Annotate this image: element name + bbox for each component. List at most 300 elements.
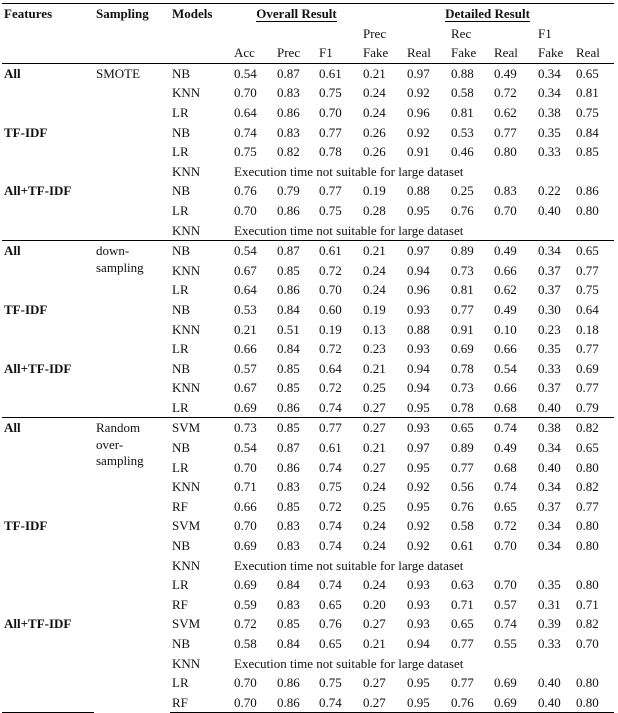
header-models: Models (170, 4, 232, 24)
value-cell: 0.87 (275, 241, 317, 261)
value-cell: 0.63 (451, 577, 474, 593)
value-cell: 0.73 (451, 262, 474, 278)
value-cell: 0.25 (363, 498, 386, 514)
value-cell: 0.84 (277, 301, 300, 317)
header-f1-real: Real (574, 43, 614, 63)
value-cell: 0.27 (363, 675, 386, 691)
table-row (2, 556, 614, 576)
value-cell: 0.72 (494, 85, 517, 101)
value-cell: 0.24 (363, 282, 386, 298)
value-cell: 0.25 (451, 183, 474, 199)
feature-cell (2, 497, 94, 517)
header-prec-group: Prec (363, 25, 387, 41)
value-cell: 0.49 (492, 241, 536, 261)
value-cell: 0.74 (319, 577, 342, 593)
value-cell: 0.88 (407, 321, 430, 337)
value-cell: 0.27 (361, 418, 405, 438)
table-row (2, 300, 614, 320)
table-row (2, 103, 614, 123)
value-cell: 0.51 (277, 321, 300, 337)
header-acc: Acc (232, 43, 275, 63)
value-cell: 0.93 (407, 616, 430, 632)
model-cell: LR (172, 577, 189, 593)
value-cell: 0.92 (407, 85, 430, 101)
value-cell: 0.82 (574, 418, 614, 438)
value-cell: 0.76 (234, 183, 257, 199)
table-row (2, 83, 614, 103)
feature-cell (2, 103, 94, 123)
value-cell: 0.86 (277, 282, 300, 298)
value-cell: 0.92 (407, 479, 430, 495)
model-cell: LR (172, 341, 189, 357)
value-cell: 0.72 (319, 380, 342, 396)
value-cell: 0.85 (277, 262, 300, 278)
value-cell: 0.80 (576, 577, 599, 593)
value-cell: 0.74 (319, 538, 342, 554)
value-cell: 0.70 (319, 282, 342, 298)
value-cell: 0.61 (451, 538, 474, 554)
value-cell: 0.54 (232, 241, 275, 261)
execution-note: Execution time not suitable for large dataset (234, 222, 464, 238)
value-cell: 0.28 (363, 202, 386, 218)
value-cell: 0.86 (277, 399, 300, 415)
value-cell: 0.33 (538, 144, 561, 160)
model-cell: KNN (172, 380, 201, 396)
model-cell: RF (170, 693, 232, 713)
sampling-cell: down-sampling (94, 241, 170, 418)
value-cell: 0.72 (494, 518, 517, 534)
feature-cell: TF-IDF (4, 518, 48, 534)
execution-note: Execution time not suitable for large dataset (234, 655, 464, 671)
value-cell: 0.76 (319, 616, 342, 632)
model-cell: NB (172, 360, 191, 376)
model-cell: LR (172, 282, 189, 298)
value-cell: 0.57 (234, 360, 257, 376)
value-cell: 0.96 (407, 104, 430, 120)
value-cell: 0.69 (234, 399, 257, 415)
value-cell: 0.54 (494, 360, 517, 376)
value-cell: 0.68 (494, 399, 517, 415)
value-cell: 0.34 (536, 241, 574, 261)
value-cell: 0.79 (576, 399, 599, 415)
value-cell: 0.70 (232, 693, 275, 713)
value-cell: 0.76 (451, 202, 474, 218)
value-cell: 0.27 (363, 616, 386, 632)
value-cell: 0.65 (576, 440, 599, 456)
header-prec-fake: Fake (361, 43, 405, 63)
value-cell: 0.95 (405, 693, 449, 713)
value-cell: 0.22 (538, 183, 561, 199)
value-cell: 0.85 (277, 616, 300, 632)
results-table (2, 3, 614, 713)
value-cell: 0.80 (576, 202, 599, 218)
value-cell: 0.74 (319, 518, 342, 534)
value-cell: 0.69 (234, 538, 257, 554)
value-cell: 0.78 (319, 144, 342, 160)
value-cell: 0.85 (277, 360, 300, 376)
value-cell: 0.83 (277, 596, 300, 612)
model-cell: KNN (172, 479, 201, 495)
value-cell: 0.84 (277, 577, 300, 593)
value-cell: 0.76 (449, 693, 492, 713)
header-rec-real: Real (492, 43, 536, 63)
value-cell: 0.93 (407, 577, 430, 593)
feature-cell (2, 320, 94, 340)
value-cell: 0.82 (576, 479, 599, 495)
model-cell: KNN (172, 85, 201, 101)
value-cell: 0.74 (492, 418, 536, 438)
value-cell: 0.49 (494, 301, 517, 317)
value-cell: 0.78 (451, 360, 474, 376)
value-cell: 0.73 (232, 418, 275, 438)
model-cell: SVM (170, 418, 232, 438)
sampling-cell: SMOTE (94, 63, 170, 240)
value-cell: 0.27 (361, 693, 405, 713)
value-cell: 0.24 (363, 518, 386, 534)
value-cell: 0.70 (494, 577, 517, 593)
value-cell: 0.83 (277, 518, 300, 534)
model-cell: RF (172, 498, 188, 514)
value-cell: 0.83 (277, 124, 300, 140)
feature-cell (2, 693, 94, 713)
table-row (2, 458, 614, 478)
value-cell: 0.19 (363, 183, 386, 199)
model-cell: RF (172, 596, 188, 612)
value-cell: 0.34 (538, 85, 561, 101)
model-cell: KNN (172, 163, 201, 179)
feature-cell: All (2, 241, 94, 261)
model-cell: NB (172, 301, 191, 317)
header-sampling: Sampling (94, 4, 170, 24)
value-cell: 0.26 (363, 124, 386, 140)
value-cell: 0.30 (538, 301, 561, 317)
value-cell: 0.96 (407, 282, 430, 298)
value-cell: 0.77 (494, 124, 517, 140)
value-cell: 0.61 (319, 440, 342, 456)
table-row (2, 536, 614, 556)
table-row (2, 162, 614, 182)
value-cell: 0.93 (407, 301, 430, 317)
value-cell: 0.82 (576, 616, 599, 632)
table-row (2, 359, 614, 379)
value-cell: 0.62 (494, 282, 517, 298)
value-cell: 0.94 (407, 380, 430, 396)
value-cell: 0.74 (494, 479, 517, 495)
value-cell: 0.79 (277, 183, 300, 199)
model-cell: SVM (172, 518, 201, 534)
value-cell: 0.81 (576, 85, 599, 101)
value-cell: 0.21 (363, 360, 386, 376)
feature-cell: All (2, 418, 94, 438)
model-cell: NB (172, 124, 191, 140)
value-cell: 0.13 (363, 321, 386, 337)
value-cell: 0.65 (494, 498, 517, 514)
value-cell: 0.70 (494, 538, 517, 554)
value-cell: 0.85 (576, 144, 599, 160)
value-cell: 0.81 (451, 282, 474, 298)
value-cell: 0.80 (576, 675, 599, 691)
model-cell: LR (172, 104, 189, 120)
model-cell: NB (170, 63, 232, 83)
model-cell: KNN (172, 262, 201, 278)
value-cell: 0.64 (234, 282, 257, 298)
feature-cell (2, 378, 94, 398)
value-cell: 0.23 (363, 341, 386, 357)
header-overall-result: Overall Result (256, 6, 337, 21)
value-cell: 0.24 (363, 538, 386, 554)
value-cell: 0.66 (234, 498, 257, 514)
value-cell: 0.39 (538, 616, 561, 632)
value-cell: 0.80 (576, 538, 599, 554)
value-cell: 0.37 (538, 282, 561, 298)
value-cell: 0.86 (277, 675, 300, 691)
value-cell: 0.77 (451, 459, 474, 475)
value-cell: 0.71 (451, 596, 474, 612)
value-cell: 0.77 (576, 341, 599, 357)
value-cell: 0.54 (232, 63, 275, 83)
value-cell: 0.77 (576, 498, 599, 514)
value-cell: 0.71 (234, 479, 257, 495)
value-cell: 0.81 (451, 104, 474, 120)
value-cell: 0.85 (275, 418, 317, 438)
table-row (2, 438, 614, 458)
value-cell: 0.95 (407, 202, 430, 218)
value-cell: 0.76 (451, 498, 474, 514)
feature-cell (2, 477, 94, 497)
value-cell: 0.70 (234, 85, 257, 101)
header-rec-group: Rec (451, 25, 472, 41)
value-cell: 0.92 (407, 538, 430, 554)
value-cell: 0.84 (277, 636, 300, 651)
feature-cell (2, 261, 94, 281)
value-cell: 0.91 (407, 144, 430, 160)
value-cell: 0.23 (538, 321, 561, 337)
value-cell: 0.40 (538, 675, 561, 691)
value-cell: 0.40 (536, 693, 574, 713)
value-cell: 0.75 (319, 202, 342, 218)
feature-cell: TF-IDF (4, 301, 48, 317)
value-cell: 0.64 (319, 360, 342, 376)
value-cell: 0.21 (363, 636, 386, 651)
value-cell: 0.95 (407, 399, 430, 415)
value-cell: 0.40 (538, 202, 561, 218)
value-cell: 0.83 (494, 183, 517, 199)
value-cell: 0.38 (536, 418, 574, 438)
header-features: Features (2, 4, 94, 24)
model-cell: KNN (172, 557, 201, 573)
value-cell: 0.83 (277, 538, 300, 554)
value-cell: 0.80 (494, 144, 517, 160)
value-cell: 0.69 (576, 360, 599, 376)
value-cell: 0.34 (538, 479, 561, 495)
value-cell: 0.35 (538, 124, 561, 140)
table-row (2, 575, 614, 595)
value-cell: 0.70 (576, 636, 599, 651)
value-cell: 0.49 (494, 440, 517, 456)
table-row (2, 418, 614, 438)
value-cell: 0.92 (407, 518, 430, 534)
value-cell: 0.87 (277, 440, 300, 456)
value-cell: 0.21 (234, 321, 257, 337)
header-rec-fake: Fake (449, 43, 492, 63)
sampling-cell: Random over-sampling (94, 418, 170, 713)
value-cell: 0.89 (451, 440, 474, 456)
value-cell: 0.65 (574, 63, 614, 83)
value-cell: 0.37 (538, 498, 561, 514)
feature-cell (2, 398, 94, 418)
value-cell: 0.65 (319, 596, 342, 612)
value-cell: 0.61 (317, 241, 361, 261)
value-cell: 0.53 (234, 301, 257, 317)
feature-cell (2, 221, 94, 241)
value-cell: 0.86 (277, 104, 300, 120)
value-cell: 0.77 (319, 183, 342, 199)
table-row (2, 261, 614, 281)
value-cell: 0.64 (576, 301, 599, 317)
feature-cell: All+TF-IDF (4, 183, 72, 199)
value-cell: 0.87 (275, 63, 317, 83)
value-cell: 0.77 (451, 636, 474, 651)
value-cell: 0.40 (538, 399, 561, 415)
feature-cell (2, 162, 94, 182)
feature-cell: TF-IDF (4, 124, 48, 140)
value-cell: 0.93 (407, 341, 430, 357)
table-row (2, 201, 614, 221)
value-cell: 0.66 (494, 380, 517, 396)
value-cell: 0.21 (361, 63, 405, 83)
table-row (2, 595, 614, 615)
value-cell: 0.75 (319, 479, 342, 495)
feature-cell (2, 654, 94, 674)
value-cell: 0.35 (538, 577, 561, 593)
value-cell: 0.88 (449, 63, 492, 83)
value-cell: 0.85 (277, 380, 300, 396)
value-cell: 0.19 (319, 321, 342, 337)
value-cell: 0.77 (451, 301, 474, 317)
table-row (2, 241, 614, 261)
execution-note: Execution time not suitable for large dataset (234, 557, 464, 573)
feature-cell (2, 673, 94, 693)
value-cell: 0.18 (576, 321, 599, 337)
value-cell: 0.21 (361, 241, 405, 261)
value-cell: 0.66 (494, 341, 517, 357)
value-cell: 0.74 (234, 124, 257, 140)
value-cell: 0.24 (363, 104, 386, 120)
value-cell: 0.93 (405, 418, 449, 438)
value-cell: 0.68 (494, 459, 517, 475)
value-cell: 0.35 (538, 341, 561, 357)
value-cell: 0.57 (494, 596, 517, 612)
value-cell: 0.34 (538, 518, 561, 534)
value-cell: 0.95 (407, 498, 430, 514)
value-cell: 0.66 (494, 262, 517, 278)
value-cell: 0.24 (363, 262, 386, 278)
value-cell: 0.61 (317, 63, 361, 83)
table-row (2, 221, 614, 241)
header-detailed-result: Detailed Result (445, 6, 530, 21)
header-f1: F1 (317, 43, 361, 63)
feature-cell (2, 83, 94, 103)
table-row (2, 516, 614, 536)
feature-cell (2, 142, 94, 162)
value-cell: 0.58 (234, 636, 257, 651)
value-cell: 0.74 (317, 693, 361, 713)
value-cell: 0.86 (275, 693, 317, 713)
value-cell: 0.72 (319, 262, 342, 278)
header-f1-group: F1 (538, 25, 552, 41)
feature-cell: All+TF-IDF (4, 616, 72, 632)
value-cell: 0.72 (319, 341, 342, 357)
value-cell: 0.97 (405, 63, 449, 83)
value-cell: 0.74 (319, 399, 342, 415)
value-cell: 0.65 (574, 241, 614, 261)
feature-cell (2, 634, 94, 654)
value-cell: 0.80 (576, 518, 599, 534)
model-cell: LR (172, 144, 189, 160)
value-cell: 0.86 (576, 183, 599, 199)
value-cell: 0.58 (451, 85, 474, 101)
value-cell: 0.80 (574, 693, 614, 713)
value-cell: 0.97 (405, 241, 449, 261)
value-cell: 0.94 (407, 636, 430, 651)
feature-cell (2, 280, 94, 300)
value-cell: 0.64 (234, 104, 257, 120)
value-cell: 0.69 (234, 577, 257, 593)
value-cell: 0.49 (492, 63, 536, 83)
value-cell: 0.24 (363, 85, 386, 101)
table-row (2, 123, 614, 143)
value-cell: 0.26 (363, 144, 386, 160)
feature-cell: All (2, 63, 94, 83)
value-cell: 0.69 (451, 341, 474, 357)
value-cell: 0.75 (319, 675, 342, 691)
value-cell: 0.65 (451, 616, 474, 632)
execution-note: Execution time not suitable for large dataset (234, 163, 464, 179)
value-cell: 0.67 (234, 262, 257, 278)
header-prec: Prec (275, 43, 317, 63)
value-cell: 0.24 (363, 577, 386, 593)
value-cell: 0.94 (407, 262, 430, 278)
feature-cell (2, 595, 94, 615)
feature-cell (2, 201, 94, 221)
table-row (2, 378, 614, 398)
value-cell: 0.70 (319, 104, 342, 120)
table-row (2, 654, 614, 674)
value-cell: 0.72 (319, 498, 342, 514)
table-row (2, 63, 614, 83)
table-row (2, 693, 614, 713)
table-row (2, 339, 614, 359)
value-cell: 0.91 (451, 321, 474, 337)
model-cell: SVM (172, 616, 201, 632)
header-prec-real: Real (405, 43, 449, 63)
value-cell: 0.88 (407, 183, 430, 199)
model-cell: LR (172, 459, 189, 475)
value-cell: 0.95 (407, 459, 430, 475)
value-cell: 0.33 (538, 636, 561, 651)
value-cell: 0.70 (234, 202, 257, 218)
value-cell: 0.72 (234, 616, 257, 632)
model-cell: LR (172, 675, 189, 691)
value-cell: 0.73 (451, 380, 474, 396)
feature-cell (2, 458, 94, 478)
value-cell: 0.55 (494, 636, 517, 651)
feature-cell (2, 556, 94, 576)
value-cell: 0.77 (576, 262, 599, 278)
value-cell: 0.75 (576, 282, 599, 298)
value-cell: 0.77 (576, 380, 599, 396)
value-cell: 0.27 (363, 459, 386, 475)
